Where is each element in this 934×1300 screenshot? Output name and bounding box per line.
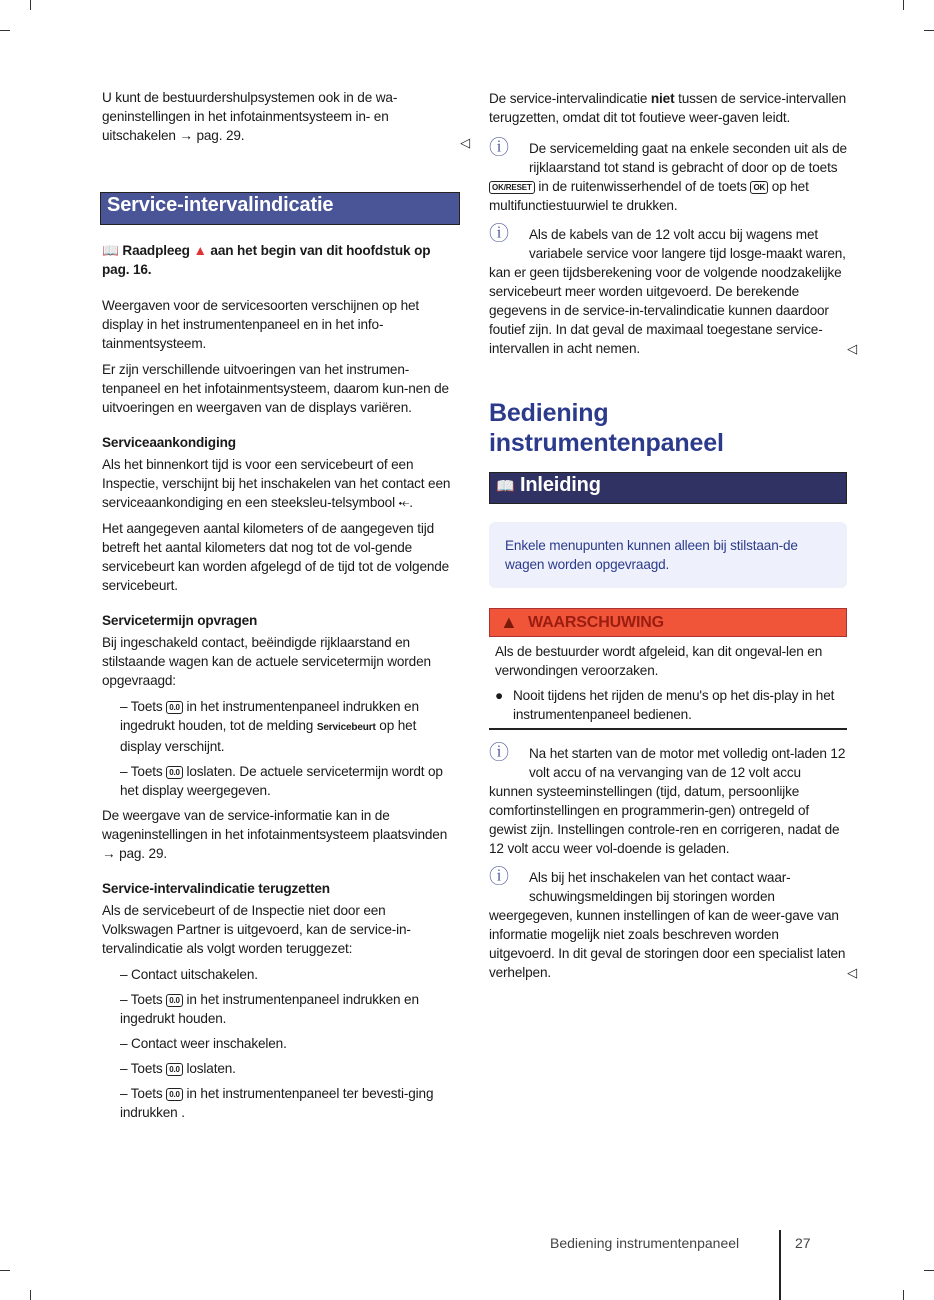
warning-bullet xyxy=(489,686,847,724)
text: in de ruitenwisserhendel of de toets xyxy=(538,179,747,194)
section-title-bar xyxy=(100,192,460,225)
section-end-icon: ◁ xyxy=(460,135,470,150)
warning-triangle-icon: ▲ xyxy=(193,243,207,258)
list-item: – Contact uitschakelen. xyxy=(120,967,258,982)
book-icon: 📖 xyxy=(496,478,515,495)
key-00-icon: 0.0 xyxy=(166,701,183,714)
text: Als bij het inschakelen van het contact waar-schuwingsmeldingen bij storingen worden weergegeven, kunnen instellingen of kan de weer-gave van informatie mogelijk niet zoals beschreven worden uitgevoerd. In dit geval de storingen door een specialist laten verhelpen. xyxy=(489,870,846,980)
list-item xyxy=(102,697,460,756)
step-text: – Toets xyxy=(120,1061,163,1076)
step-text: op het display verschijnt. xyxy=(120,718,417,754)
text-emphasis: niet xyxy=(650,91,675,106)
step-text: in het instrumentenpaneel indrukken en ingedrukt houden. xyxy=(120,992,419,1026)
info-icon: ⓘ xyxy=(489,137,509,159)
subheading: Serviceaankondiging xyxy=(102,435,236,450)
section-title: Service-intervalindicatie xyxy=(107,194,334,216)
paragraph: Als het binnenkort tijd is voor een servicebeurt of een Inspectie, verschijnt bij het inschakelen van het contact een serviceaankondiging en een steeksleu-telsymbool ⤝. xyxy=(102,457,451,510)
left-column xyxy=(102,88,470,1128)
text: De service-intervalindicatie xyxy=(489,91,648,106)
safety-note xyxy=(102,241,460,279)
warning-triangle-icon: ▲ xyxy=(500,612,518,632)
warning-title: WAARSCHUWING xyxy=(528,614,664,631)
text: Als de kabels van de 12 volt accu bij wagens met variabele service voor langere tijd losge-maakt waren, kan er geen tijdsberekening voor de volgende noodzakelijke servicebeurt meer worden uitgevoerd. De berekende gegevens in de service-in-tervalindicatie kunnen daardoor foutief zijn. In dat geval de maximaal toegestane service-intervallen in acht nemen. xyxy=(489,227,846,356)
book-icon: 📖 xyxy=(102,243,119,258)
footer-divider xyxy=(779,1230,781,1300)
bullet-icon: ● xyxy=(495,688,504,703)
key-00-icon: 0.0 xyxy=(166,1063,183,1076)
key-00-icon: 0.0 xyxy=(166,766,183,779)
step-text: loslaten. De actuele servicetermijn wordt op het display weergegeven. xyxy=(120,764,443,798)
list-item: – Contact weer inschakelen. xyxy=(120,1036,287,1051)
warning-bar xyxy=(489,608,847,637)
list-item xyxy=(102,1084,460,1122)
info-note xyxy=(489,139,847,215)
key-00-icon: 0.0 xyxy=(166,1088,183,1101)
step-text: – Toets xyxy=(120,699,163,714)
info-icon: ⓘ xyxy=(489,866,509,888)
chapter-title: Bediening instrumentenpaneel xyxy=(489,399,724,457)
step-text: – Toets xyxy=(120,1086,163,1101)
list-item xyxy=(102,1059,460,1078)
text: tussen de service-intervallen terugzetten, omdat dit tot foutieve weer-gaven leidt. xyxy=(489,91,847,125)
intro-title: Inleiding xyxy=(519,474,601,496)
list-item xyxy=(102,762,460,800)
paragraph: Er zijn verschillende uitvoeringen van het instrumen-tenpaneel en het infotainmentsysteem, daarom kun-nen de uitvoeringen en weergaven van de displays variëren. xyxy=(102,362,449,415)
text: De servicemelding gaat na enkele seconden uit als de rijklaarstand tot stand is gebracht of door op de toets xyxy=(529,141,847,175)
footer-section: Bediening instrumentenpaneel xyxy=(550,1235,740,1251)
step-text: in het instrumentenpaneel indrukken en ingedrukt houden, tot de melding xyxy=(120,699,419,733)
intro-paragraph: U kunt de bestuurdershulpsystemen ook in de wa-geninstellingen in het infotainmentsysteem in- en uitschakelen → pag. 29. xyxy=(102,90,398,143)
section-end-icon: ◁ xyxy=(847,341,857,356)
step-text: in het instrumentenpaneel ter bevesti-ging indrukken . xyxy=(120,1086,434,1120)
subheading: Servicetermijn opvragen xyxy=(102,613,258,628)
text: Na het starten van de motor met volledig ont-laden 12 volt accu of na vervanging van de 12 volt accu kunnen systeeminstellingen (tijd, datum, persoonlijke comfortinstellingen en programmerin-gen) ontregeld of gewist zijn. Instellingen controle-ren en corrigeren, nadat de 12 volt accu weer vol-doende is geladen. xyxy=(489,746,846,856)
info-note xyxy=(489,744,847,858)
display-message: Servicebeurt xyxy=(316,722,376,733)
key-ok-icon: OK xyxy=(750,181,768,194)
paragraph: Het aangegeven aantal kilometers of de aangegeven tijd betreft het aantal kilometers dat nog tot de vol-gende servicebeurt kan worden afgelegd of de tijd tot de volgende servicebeurt. xyxy=(102,521,450,593)
text: Nooit tijdens het rijden de menu's op het dis-play in het instrumentenpaneel bedienen. xyxy=(513,688,835,722)
intro-title-bar xyxy=(489,472,847,504)
section-end-icon: ◁ xyxy=(847,965,857,980)
divider xyxy=(489,728,847,730)
paragraph: Als de servicebeurt of de Inspectie niet door een Volkswagen Partner is uitgevoerd, kan de service-in-tervalindicatie als volgt worden teruggezet: xyxy=(102,903,411,956)
step-text: – Toets xyxy=(120,992,163,1007)
info-icon: ⓘ xyxy=(489,223,509,245)
right-column xyxy=(489,89,857,982)
step-text: – Toets xyxy=(120,764,163,779)
step-text: loslaten. xyxy=(186,1061,236,1076)
intro-box-text: Enkele menupunten kunnen alleen bij stilstaan-de wagen worden opgevraagd. xyxy=(505,538,798,572)
paragraph xyxy=(489,89,847,127)
note-text: aan het begin van dit hoofdstuk op pag. 16. xyxy=(102,243,431,277)
subheading: Service-intervalindicatie terugzetten xyxy=(102,881,330,896)
text: op het multifunctiestuurwiel te drukken. xyxy=(489,179,809,213)
intro-box xyxy=(489,522,847,588)
warning-text: Als de bestuurder wordt afgeleid, kan dit ongeval-len en verwondingen veroorzaken. xyxy=(495,644,823,678)
info-icon: ⓘ xyxy=(489,742,509,764)
paragraph: Bij ingeschakeld contact, beëindigde rijklaarstand en stilstaande wagen kan de actuele servicetermijn worden opgevraagd: xyxy=(102,635,431,688)
list-item xyxy=(102,990,460,1028)
paragraph: De weergave van de service-informatie kan in de wageninstellingen in het infotainmentsysteem plaatsvinden → pag. 29. xyxy=(102,808,448,861)
paragraph: Weergaven voor de servicesoorten verschijnen op het display in het instrumentenpaneel en in het info-tainmentsysteem. xyxy=(102,298,420,351)
key-00-icon: 0.0 xyxy=(166,994,183,1007)
key-okreset-icon: OK/RESET xyxy=(489,181,535,194)
page-number: 27 xyxy=(795,1235,811,1251)
info-note xyxy=(489,225,847,358)
note-prefix: Raadpleeg xyxy=(122,243,190,258)
